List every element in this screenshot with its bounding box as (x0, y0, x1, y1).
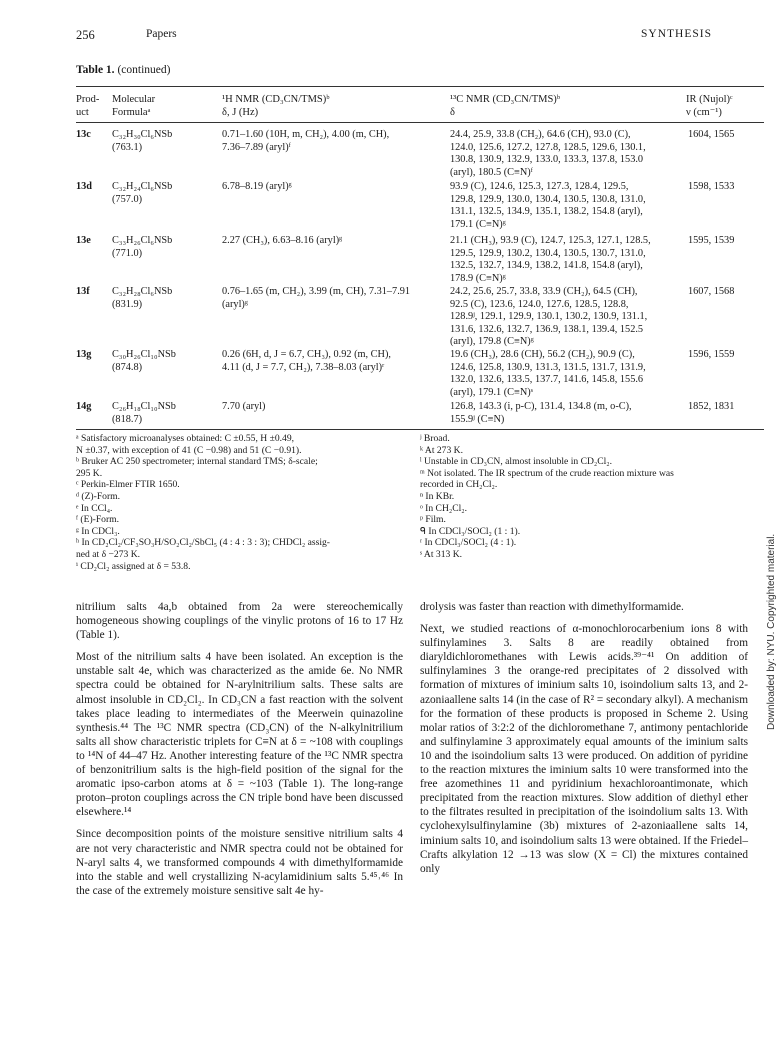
col-header-c-nmr (450, 93, 560, 119)
cell-product (76, 235, 110, 248)
molecular-mass: (818.7) (112, 413, 143, 425)
cell-c-nmr (450, 349, 696, 399)
footnote: ᵃ Satisfactory microanalyses obtained: C ±0.55, H ±0.49, (76, 433, 295, 444)
page-header (76, 28, 712, 46)
ir-values: 1604, 1565 (688, 129, 735, 140)
molecular-formula: C₃₃H₂₆Cl₆NSb (112, 235, 173, 246)
molecular-mass: (874.8) (112, 361, 143, 373)
paragraph: Most of the nitrilium salts 4 have been isolated. An exception is the unstable salt 4e, which was characterized as the amide 6e. No NMR spectra could be obtained for N-arylnitrilium salts. These salts are almost insoluble in CD₂Cl₂. In CD₃CN a fast reaction with the solvent takes place leading to intermediates of the Meerwein quinazoline synthesis.⁴⁴ The ¹³C NMR spectra (CD₃CN) of the N-alkylnitrilium salts all show characteristic triplets for C≡N at δ = ~108 with couplings to ¹⁴N of 44–47 Hz. Another interesting feature of the ¹³C NMR spectra of benzonitrilium salts is the high-field position of the signal for the aromatic ipso-carbon atoms at δ = ~103 (Table 1). The long-range proton–proton couplings across the CN triple bond have been discussed elsewhere.¹⁴ (76, 651, 403, 819)
col-header-product (76, 93, 99, 119)
download-watermark (766, 450, 780, 730)
cell-ir (688, 235, 764, 248)
h-nmr-line: 7.36–7.89 (aryl)ᶠ (222, 141, 291, 153)
ir-values: 1852, 1831 (688, 401, 735, 412)
c-nmr-line: 24.2, 25.6, 25.7, 33.8, 33.9 (CH₂), 64.5 (CH), (450, 286, 638, 297)
product-id: 13f (76, 286, 90, 297)
cell-c-nmr (450, 401, 696, 426)
footnote: ʰ In CD₂Cl₂/CF₃SO₃H/SO₂Cl₂/SbCl₅ (4 : 4 : 3 : 3); CHDCl₂ assig- (76, 537, 330, 549)
cell-c-nmr (450, 286, 696, 349)
molecular-formula: C₃₂H₃₀Cl₆NSb (112, 129, 173, 140)
footnote: ᵍ In CDCl₃. (76, 525, 120, 537)
table-caption-bold: Table 1. (76, 64, 115, 76)
c-nmr-line: 155.9ʲ (C≡N) (450, 413, 505, 425)
c-nmr-line: 21.1 (CH₃), 93.9 (C), 124.7, 125.3, 127.1, 128.5, (450, 235, 651, 246)
watermark-text: Downloaded by: NYU. Copyrighted material. (766, 533, 777, 730)
c-nmr-line: 130.8, 130.9, 132.9, 133.0, 133.3, 137.8, 153.0 (450, 154, 644, 165)
ir-values: 1607, 1568 (688, 286, 735, 297)
cell-formula (112, 129, 220, 154)
paragraph: Since decomposition points of the moisture sensitive nitrilium salts 4 are not very characteristic and NMR spectra could not be obtained for N-aryl salts 4, we transformed compounds 4 with dimethylformamide into the stable and well crystallizing N-acylamidinium salts 5.⁴⁵˒⁴⁶ In the case of the extremely moisture sensitive salt 4e hy- (76, 828, 403, 897)
cell-formula (112, 181, 220, 206)
c-nmr-line: 178.9 (C≡N)ᵍ (450, 272, 506, 284)
h-nmr-line: 0.71–1.60 (10H, m, CH₂), 4.00 (m, CH), (222, 129, 390, 140)
footnote: ⁿ In KBr. (420, 490, 455, 502)
h-nmr-line: 6.78–8.19 (aryl)ᵍ (222, 181, 292, 192)
cell-ir (688, 401, 764, 414)
c-nmr-line: 93.9 (C), 124.6, 125.3, 127.3, 128.4, 129.5, (450, 181, 629, 192)
cell-formula (112, 401, 220, 426)
footnote: 295 K. (76, 467, 103, 479)
footnote: recorded in CH₂Cl₂. (420, 479, 498, 491)
h-nmr-line: 2.27 (CH₃), 6.63–8.16 (aryl)ᵍ (222, 235, 343, 246)
col-header-formula-line1: Molecular (112, 94, 156, 105)
footnote: ʳ In CDCl₃/SOCl₂ (4 : 1). (420, 537, 517, 549)
col-header-ir-line2: ν (cm⁻¹) (686, 107, 722, 118)
c-nmr-line: 24.4, 25.9, 33.8 (CH₂), 64.6 (CH), 93.0 (C), (450, 129, 631, 140)
cell-c-nmr (450, 181, 696, 231)
c-nmr-line: 19.6 (CH₃), 28.6 (CH), 56.2 (CH₂), 90.9 (C), (450, 349, 635, 360)
cell-c-nmr (450, 129, 696, 179)
col-header-formula (112, 93, 155, 119)
c-nmr-line: 129.5, 129.9, 130.2, 130.4, 130.5, 130.7, 131.0, (450, 247, 646, 259)
ir-values: 1596, 1559 (688, 349, 735, 360)
footnote: N ±0.37, with exception of 41 (C −0.98) and 51 (C −0.91). (76, 444, 302, 456)
body-column-right (420, 600, 748, 884)
c-nmr-line: 131.6, 132.6, 132.7, 136.9, 138.1, 139.4, 152.5 (450, 323, 644, 335)
cell-product (76, 286, 110, 299)
product-id: 14g (76, 401, 92, 412)
molecular-formula: C₂₆H₁₈Cl₁₀NSb (112, 401, 176, 412)
col-header-h-nmr-line2: δ, J (Hz) (222, 107, 259, 118)
h-nmr-line: (aryl)ᵍ (222, 298, 248, 310)
col-header-c-nmr-line2: δ (450, 107, 455, 118)
table-bottom-rule (76, 429, 764, 430)
h-nmr-line: 0.76–1.65 (m, CH₂), 3.99 (m, CH), 7.31–7.91 (222, 286, 411, 297)
c-nmr-line: 126.8, 143.3 (i, p-C), 131.4, 134.8 (m, o-C), (450, 401, 632, 412)
product-id: 13c (76, 129, 91, 140)
col-header-c-nmr-line1: ¹³C NMR (CD₃CN/TMS)ᵇ (450, 94, 561, 105)
col-header-product-line1: Prod- (76, 94, 100, 105)
ir-values: 1595, 1539 (688, 235, 735, 246)
cell-h-nmr (222, 129, 448, 154)
molecular-mass: (757.0) (112, 193, 143, 205)
footnote: ʲ Broad. (420, 433, 450, 444)
h-nmr-line: 4.11 (d, J = 7.7, CH₂), 7.38–8.03 (aryl)ʳ (222, 361, 385, 373)
molecular-mass: (763.1) (112, 141, 143, 153)
cell-product (76, 349, 110, 362)
footnote: ᵒ In CH₂Cl₂. (420, 502, 468, 514)
paragraph: Next, we studied reactions of α-monochlorocarbenium ions 8 with sulfinylamines 3. Salts 8 are readily obtained from diaryldichloromethanes with Lewis acids.³⁹⁻⁴¹ On addition of sulfinylamines 3 the orange-red precipitates of 2 dissolved with formation of mixtures of iminium salts 10, isoindolium salts 13, and 2-azoniaallene salts 14 (in the case of R² = secondary alkyl). A mechanism for the formation of these products is proposed in Scheme 2. Using molar ratios of 3:2:2 of the dichloromethane 7, antimony pentachloride and sulfinylamine 3 approximately equal amounts of the iminium salts 10 and the isoindolium salts 13 were produced. On addition of pyridine to the reaction mixtures the iminium salts 10 were transformed into the free azomethines 11 and pyridinium hexachloroantimonate, which precipitated from the reaction mixtures. Slow addition of diethyl ether to the filtrates resulted in precipitation of the isoindolium salts 13. With cyclohexylsulfinylamine (3b) mixtures of 2-azoniaallene salts 14, iminium salts 10, and isoindolium salts 13 were obtained. If the Friedel–Crafts alkylation 12 →13 was slow (X = Cl) the mixtures contained only (420, 623, 748, 875)
h-nmr-line: 0.26 (6H, d, J = 6.7, CH₃), 0.92 (m, CH), (222, 349, 391, 360)
c-nmr-line: 124.0, 125.6, 127.2, 127.8, 128.5, 129.6, 130.1, (450, 141, 646, 153)
product-id: 13g (76, 349, 92, 360)
cell-h-nmr (222, 286, 448, 311)
c-nmr-line: (aryl), 179.1 (C≡N)ˢ (450, 386, 533, 398)
footnote: ᵈ (Z)-Form. (76, 490, 121, 502)
table-caption-rest: (continued) (114, 64, 171, 76)
cell-formula (112, 349, 220, 374)
c-nmr-line: 124.6, 125.8, 130.9, 131.3, 131.5, 131.7, 131.9, (450, 361, 646, 373)
cell-product (76, 181, 110, 194)
paragraph: nitrilium salts 4a,b obtained from 2a were stereochemically homogeneous showing couplings of the vinylic protons of 16 to 17 Hz (Table 1). (76, 601, 403, 642)
cell-ir (688, 349, 764, 362)
col-header-ir (686, 93, 733, 119)
footnote: ᵇ Bruker AC 250 spectrometer; internal standard TMS; δ-scale; (76, 456, 318, 468)
cell-h-nmr (222, 349, 448, 374)
cell-ir (688, 286, 764, 299)
footnote: ᵐ Not isolated. The IR spectrum of the crude reaction mixture was (420, 467, 674, 479)
ir-values: 1598, 1533 (688, 181, 735, 192)
col-header-h-nmr (222, 93, 330, 119)
paragraph: drolysis was faster than reaction with dimethylformamide. (420, 601, 684, 613)
c-nmr-line: 129.8, 129.9, 130.0, 130.4, 130.5, 130.8, 131.0, (450, 193, 646, 205)
col-header-ir-line1: IR (Nujol)ᶜ (686, 94, 733, 105)
footnote: ᑫ In CDCl₃/SOCl₂ (1 : 1). (420, 525, 521, 537)
c-nmr-line: (aryl), 179.8 (C≡N)ᵍ (450, 336, 534, 347)
footnote: ᶠ (E)-Form. (76, 514, 120, 526)
cell-product (76, 401, 110, 414)
product-id: 13e (76, 235, 91, 246)
footnotes-right (420, 433, 750, 561)
page-number: 256 (76, 28, 95, 42)
footnote: ˡ Unstable in CD₃CN, almost insoluble in CD₂Cl₂. (420, 456, 613, 468)
footnote: ned at δ −273 K. (76, 548, 141, 560)
footnote: ᶜ Perkin-Elmer FTIR 1650. (76, 479, 180, 491)
product-id: 13d (76, 181, 93, 192)
c-nmr-line: 132.5, 132.7, 134.9, 138.2, 141.8, 154.8 (aryl), (450, 260, 643, 271)
c-nmr-line: 92.5 (C), 123.6, 124.0, 127.6, 128.5, 128.8, (450, 298, 629, 310)
c-nmr-line: 132.0, 132.6, 133.5, 137.7, 141.6, 145.8, 155.6 (450, 374, 644, 385)
footnote: ᵏ At 273 K. (420, 444, 464, 456)
c-nmr-line: (aryl), 180.5 (C≡N)ᶠ (450, 166, 533, 178)
cell-formula (112, 235, 220, 260)
footnote: ˢ At 313 K. (420, 548, 463, 560)
cell-product (76, 129, 110, 142)
body-column-left (76, 600, 403, 906)
footnote: ⁱ CD₂Cl₂ assigned at δ = 53.8. (76, 560, 191, 572)
molecular-formula: C₃₂H₂₈Cl₆NSb (112, 286, 173, 297)
molecular-formula: C₃₂H₂₄Cl₆NSb (112, 181, 173, 192)
footnote: ᵖ Film. (420, 514, 446, 526)
cell-c-nmr (450, 235, 696, 285)
h-nmr-line: 7.70 (aryl) (222, 401, 266, 412)
cell-formula (112, 286, 220, 311)
table-top-rule (76, 86, 764, 87)
cell-h-nmr (222, 401, 448, 414)
molecular-mass: (831.9) (112, 298, 143, 310)
cell-h-nmr (222, 235, 448, 248)
section-label: Papers (146, 28, 177, 40)
table-header-rule (76, 122, 764, 123)
col-header-h-nmr-line1: ¹H NMR (CD₃CN/TMS)ᵇ (222, 94, 330, 105)
cell-ir (688, 129, 764, 142)
footnote: ᵉ In CCl₄. (76, 502, 113, 514)
molecular-formula: C₃₀H₂₆Cl₁₀NSb (112, 349, 176, 360)
journal-name: SYNTHESIS (641, 28, 712, 40)
footnotes-left (76, 433, 406, 572)
c-nmr-line: 131.1, 132.5, 134.9, 135.1, 138.2, 154.8 (aryl), (450, 206, 643, 217)
cell-h-nmr (222, 181, 448, 194)
c-nmr-line: 179.1 (C≡N)ᵍ (450, 218, 506, 230)
table-caption (76, 64, 170, 76)
molecular-mass: (771.0) (112, 247, 143, 259)
cell-ir (688, 181, 764, 194)
col-header-product-line2: uct (76, 107, 89, 118)
c-nmr-line: 128.9ʲ, 129.1, 129.9, 130.1, 130.2, 130.9, 131.1, (450, 311, 648, 322)
col-header-formula-line2: Formulaᵃ (112, 107, 151, 118)
